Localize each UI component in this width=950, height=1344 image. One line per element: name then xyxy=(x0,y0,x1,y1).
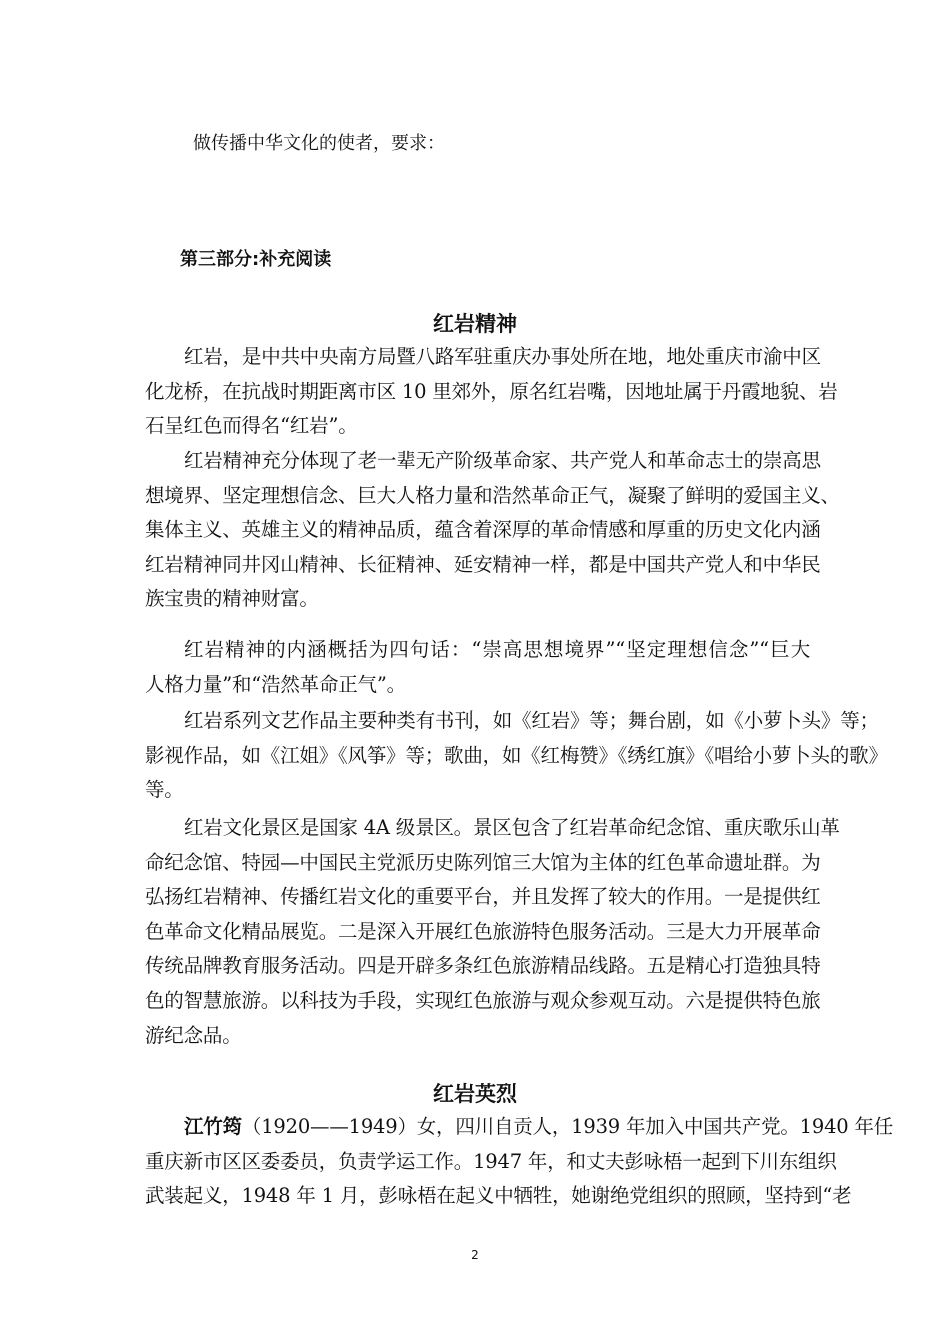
text-line: 红岩系列文艺作品主要种类有书刊，如《红岩》等；舞台剧，如《小萝卜头》等； xyxy=(184,709,879,732)
article-title-hongyan-spirit: 红岩精神 xyxy=(433,312,517,336)
text-line: 红岩文化景区是国家 4A 级景区。景区包含了红岩革命纪念馆、重庆歌乐山革 xyxy=(184,816,840,839)
text-line: 集体主义、英雄主义的精神品质，蕴含着深厚的革命情感和厚重的历史文化内涵 xyxy=(145,518,821,542)
text-line: 武装起义，1948 年 1 月，彭咏梧在起义中牺牲，她谢绝党组织的照顾，坚持到“老 xyxy=(145,1184,852,1208)
text-line: 重庆新市区区委委员，负责学运工作。1947 年，和丈夫彭咏梧一起到下川东组织 xyxy=(145,1149,837,1173)
text-line: 等。 xyxy=(145,778,184,802)
text-line: 红岩，是中共中央南方局暨八路军驻重庆办事处所在地，地处重庆市渝中区 xyxy=(184,345,821,368)
text-line: 想境界、坚定理想信念、巨大人格力量和浩然革命正气，凝聚了鲜明的爱国主义、 xyxy=(145,483,840,507)
martyr-name: 江竹筠 xyxy=(184,1115,242,1138)
text-line: 命纪念馆、特园—中国民主党派历史陈列馆三大馆为主体的红色革命遗址群。为 xyxy=(145,850,821,874)
paragraph-2 xyxy=(145,444,840,617)
text-line: 红岩精神充分体现了老一辈无产阶级革命家、共产党人和革命志士的崇高思 xyxy=(184,449,821,472)
paragraph-4 xyxy=(145,704,888,808)
text-line: 色革命文化精品展览。二是深入开展红色旅游特色服务活动。三是大力开展革命 xyxy=(145,919,821,943)
martyr-intro: （1920——1949）女，四川自贡人，1939 年加入中国共产党。1940 年任 xyxy=(241,1115,894,1138)
section-heading: 第三部分:补充阅读 xyxy=(180,249,332,270)
article-title-hongyan-martyrs: 红岩英烈 xyxy=(433,1082,517,1106)
lead-line: 做传播中华文化的使者，要求： xyxy=(193,133,445,154)
paragraph-3 xyxy=(145,633,810,702)
text-line: 色的智慧旅游。以科技为手段，实现红色旅游与观众参观互动。六是提供特色旅 xyxy=(145,988,821,1012)
text-line: 影视作品，如《江姐》《风筝》等；歌曲，如《红梅赞》《绣红旗》《唱给小萝卜头的歌》 xyxy=(145,743,888,767)
paragraph-1 xyxy=(145,340,838,444)
text-line xyxy=(145,1110,894,1145)
text-line: 弘扬红岩精神、传播红岩文化的重要平台，并且发挥了较大的作用。一是提供红 xyxy=(145,885,821,909)
text-line: 游纪念品。 xyxy=(145,1023,242,1047)
text-line: 石呈红色而得名“红岩”。 xyxy=(145,414,358,438)
paragraph-5 xyxy=(145,811,840,1053)
text-line: 人格力量”和“浩然革命正气”。 xyxy=(145,672,406,696)
paragraph-martyr xyxy=(145,1110,894,1214)
page-number: 2 xyxy=(471,1248,479,1262)
text-line: 红岩精神同井冈山精神、长征精神、延安精神一样，都是中国共产党人和中华民 xyxy=(145,552,821,576)
text-line: 族宝贵的精神财富。 xyxy=(145,587,319,611)
text-line: 传统品牌教育服务活动。四是开辟多条红色旅游精品线路。五是精心打造独具特 xyxy=(145,954,821,978)
text-line: 化龙桥，在抗战时期距离市区 10 里郊外，原名红岩嘴，因地址属于丹霞地貌、岩 xyxy=(145,379,838,403)
text-line: 红岩精神的内涵概括为四句话：“崇高思想境界”“坚定理想信念”“巨大 xyxy=(184,638,810,661)
